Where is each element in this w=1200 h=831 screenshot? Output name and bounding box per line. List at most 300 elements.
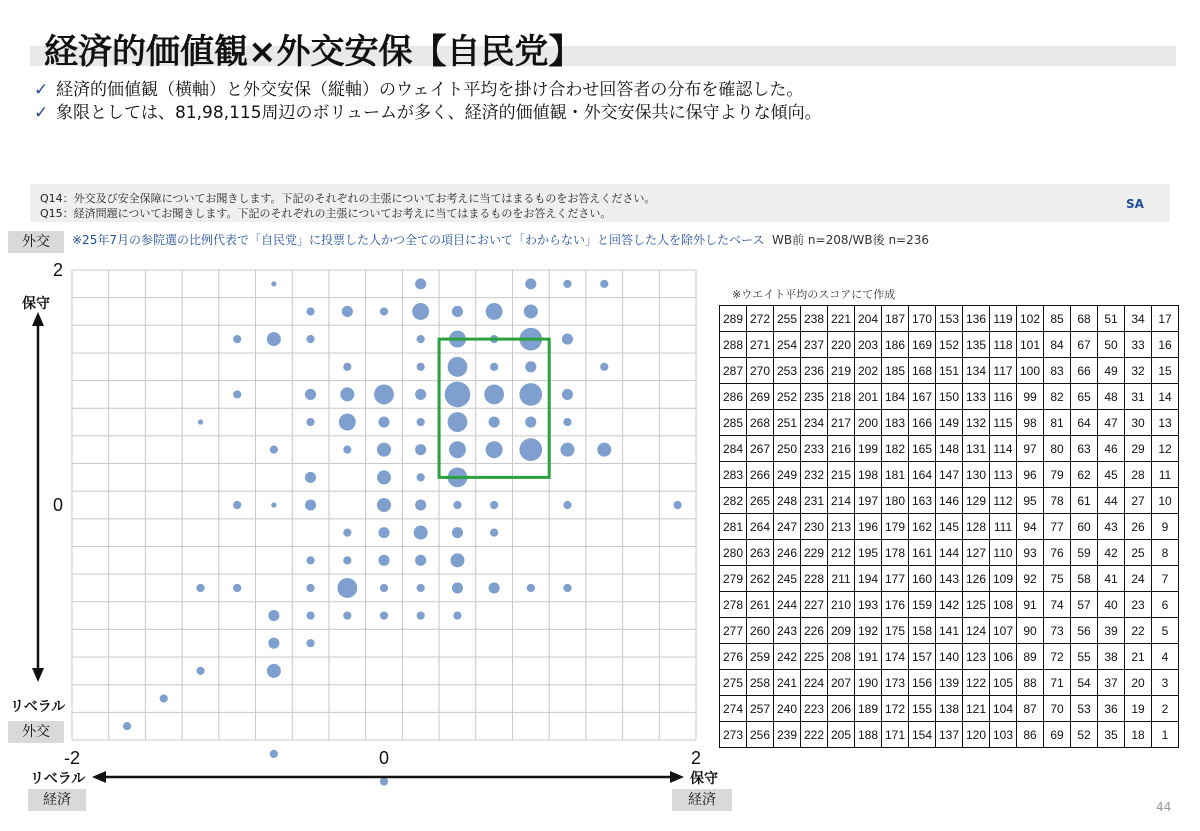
table-cell: 10 xyxy=(1152,488,1179,514)
table-cell: 25 xyxy=(1125,540,1152,566)
table-cell: 247 xyxy=(774,514,801,540)
bubble-point xyxy=(524,304,538,318)
bubble-point xyxy=(563,501,571,509)
table-cell: 23 xyxy=(1125,592,1152,618)
question-q15: Q15：経済問題についてお聞きします。下記のそれぞれの主張についてお考えに当てはまるものをお答えください。 xyxy=(40,207,612,220)
table-cell: 285 xyxy=(720,410,747,436)
table-cell: 258 xyxy=(747,670,774,696)
table-cell: 273 xyxy=(720,722,747,748)
table-cell: 168 xyxy=(909,358,936,384)
table-cell: 16 xyxy=(1152,332,1179,358)
table-cell: 154 xyxy=(909,722,936,748)
table-cell: 240 xyxy=(774,696,801,722)
table-cell: 79 xyxy=(1044,462,1071,488)
bubble-point xyxy=(452,306,463,317)
table-cell: 196 xyxy=(855,514,882,540)
table-cell: 261 xyxy=(747,592,774,618)
bubble-point xyxy=(337,578,357,598)
table-cell: 61 xyxy=(1071,488,1098,514)
bubble-point xyxy=(343,529,351,537)
table-cell: 38 xyxy=(1098,644,1125,670)
check-icon: ✓ xyxy=(34,80,49,100)
bubble-point xyxy=(445,382,471,408)
table-cell: 90 xyxy=(1017,618,1044,644)
table-cell: 98 xyxy=(1017,410,1044,436)
table-cell: 231 xyxy=(801,488,828,514)
table-cell: 190 xyxy=(855,670,882,696)
table-cell: 245 xyxy=(774,566,801,592)
bubble-point xyxy=(306,639,314,647)
bubble-point xyxy=(377,443,391,457)
table-cell: 84 xyxy=(1044,332,1071,358)
table-cell: 210 xyxy=(828,592,855,618)
table-cell: 51 xyxy=(1098,306,1125,332)
table-cell: 152 xyxy=(936,332,963,358)
table-cell: 33 xyxy=(1125,332,1152,358)
table-cell: 53 xyxy=(1071,696,1098,722)
bubble-point xyxy=(378,555,389,566)
table-cell: 27 xyxy=(1125,488,1152,514)
table-cell: 276 xyxy=(720,644,747,670)
bubble-point xyxy=(563,584,571,592)
bubble-point xyxy=(563,280,571,288)
table-cell: 81 xyxy=(1044,410,1071,436)
table-cell: 117 xyxy=(990,358,1017,384)
bubble-point xyxy=(412,303,429,320)
table-cell: 181 xyxy=(882,462,909,488)
table-cell: 60 xyxy=(1071,514,1098,540)
table-cell: 111 xyxy=(990,514,1017,540)
bubble-point xyxy=(380,584,388,592)
table-cell: 108 xyxy=(990,592,1017,618)
bubble-point xyxy=(343,363,351,371)
table-cell: 65 xyxy=(1071,384,1098,410)
table-cell: 34 xyxy=(1125,306,1152,332)
table-cell: 289 xyxy=(720,306,747,332)
table-cell: 104 xyxy=(990,696,1017,722)
table-cell: 142 xyxy=(936,592,963,618)
table-cell: 198 xyxy=(855,462,882,488)
bullet-2-text: 象限としては、81,98,115周辺のボリュームが多く、経済的価値観・外交安保共に保守よりな傾向。 xyxy=(56,103,822,123)
table-cell: 97 xyxy=(1017,436,1044,462)
table-cell: 220 xyxy=(828,332,855,358)
table-cell: 171 xyxy=(882,722,909,748)
table-cell: 192 xyxy=(855,618,882,644)
table-cell: 50 xyxy=(1098,332,1125,358)
table-cell: 89 xyxy=(1017,644,1044,670)
table-cell: 176 xyxy=(882,592,909,618)
table-row xyxy=(720,488,1179,514)
table-cell: 87 xyxy=(1017,696,1044,722)
bubble-point xyxy=(673,501,681,509)
table-cell: 151 xyxy=(936,358,963,384)
table-cell: 257 xyxy=(747,696,774,722)
page-number: 44 xyxy=(1156,800,1172,814)
table-cell: 106 xyxy=(990,644,1017,670)
bubble-point xyxy=(415,555,426,566)
y-axis-conservative-label: 保守 xyxy=(22,296,50,312)
table-cell: 158 xyxy=(909,618,936,644)
bubble-point xyxy=(600,363,608,371)
bubble-point xyxy=(343,556,351,564)
table-cell: 217 xyxy=(828,410,855,436)
x-tick-label: -2 xyxy=(63,748,81,768)
table-cell: 221 xyxy=(828,306,855,332)
bubble-point xyxy=(525,416,536,427)
x-axis-conservative-label: 保守 xyxy=(690,771,718,787)
bullet-1-text: 経済的価値観（横軸）と外交安保（縦軸）のウェイト平均を掛け合わせ回答者の分布を確認した。 xyxy=(56,80,804,100)
table-cell: 194 xyxy=(855,566,882,592)
table-cell: 239 xyxy=(774,722,801,748)
table-cell: 141 xyxy=(936,618,963,644)
table-cell: 123 xyxy=(963,644,990,670)
y-axis-category-box-top: 外交 xyxy=(8,231,64,253)
table-row xyxy=(720,670,1179,696)
table-cell: 266 xyxy=(747,462,774,488)
table-cell: 206 xyxy=(828,696,855,722)
table-row xyxy=(720,540,1179,566)
table-cell: 178 xyxy=(882,540,909,566)
table-cell: 120 xyxy=(963,722,990,748)
table-cell: 134 xyxy=(963,358,990,384)
table-cell: 159 xyxy=(909,592,936,618)
x-axis-arrow-right-icon xyxy=(670,771,684,783)
table-cell: 229 xyxy=(801,540,828,566)
table-cell: 179 xyxy=(882,514,909,540)
bubble-point xyxy=(342,306,353,317)
table-cell: 105 xyxy=(990,670,1017,696)
table-cell: 183 xyxy=(882,410,909,436)
bubble-point xyxy=(306,556,314,564)
table-cell: 156 xyxy=(909,670,936,696)
table-cell: 130 xyxy=(963,462,990,488)
table-cell: 189 xyxy=(855,696,882,722)
table-cell: 269 xyxy=(747,384,774,410)
table-cell: 9 xyxy=(1152,514,1179,540)
bubble-point xyxy=(233,584,241,592)
table-cell: 215 xyxy=(828,462,855,488)
table-cell: 284 xyxy=(720,436,747,462)
table-cell: 133 xyxy=(963,384,990,410)
table-cell: 226 xyxy=(801,618,828,644)
table-cell: 99 xyxy=(1017,384,1044,410)
bubble-point xyxy=(527,584,535,592)
table-cell: 46 xyxy=(1098,436,1125,462)
table-cell: 66 xyxy=(1071,358,1098,384)
bubble-point xyxy=(378,527,389,538)
table-cell: 274 xyxy=(720,696,747,722)
bubble-point xyxy=(380,777,388,785)
table-cell: 13 xyxy=(1152,410,1179,436)
table-cell: 265 xyxy=(747,488,774,514)
table-cell: 109 xyxy=(990,566,1017,592)
bubble-point xyxy=(490,501,498,509)
table-row xyxy=(720,644,1179,670)
bubble-point xyxy=(489,416,500,427)
bubble-point xyxy=(560,443,574,457)
bubble-point xyxy=(233,501,241,509)
table-cell: 184 xyxy=(882,384,909,410)
bubble-point xyxy=(525,278,536,289)
bubble-point xyxy=(484,385,504,405)
bubble-point xyxy=(374,385,394,405)
table-cell: 200 xyxy=(855,410,882,436)
table-cell: 95 xyxy=(1017,488,1044,514)
bubble-point xyxy=(233,335,241,343)
table-cell: 24 xyxy=(1125,566,1152,592)
y-tick-label: 0 xyxy=(52,495,64,515)
table-row xyxy=(720,514,1179,540)
bubble-point xyxy=(486,303,503,320)
table-cell: 277 xyxy=(720,618,747,644)
score-table xyxy=(719,305,1179,748)
table-cell: 129 xyxy=(963,488,990,514)
table-cell: 1 xyxy=(1152,722,1179,748)
table-cell: 228 xyxy=(801,566,828,592)
sample-size: WB前 n=208/WB後 n=236 xyxy=(772,233,930,247)
table-cell: 52 xyxy=(1071,722,1098,748)
table-cell: 18 xyxy=(1125,722,1152,748)
table-cell: 164 xyxy=(909,462,936,488)
table-cell: 278 xyxy=(720,592,747,618)
table-cell: 223 xyxy=(801,696,828,722)
table-row xyxy=(720,566,1179,592)
bubble-point xyxy=(562,334,573,345)
bubble-point xyxy=(600,280,608,288)
table-cell: 8 xyxy=(1152,540,1179,566)
table-cell: 54 xyxy=(1071,670,1098,696)
table-cell: 195 xyxy=(855,540,882,566)
table-cell: 124 xyxy=(963,618,990,644)
bullet-2 xyxy=(34,98,822,123)
bubble-point xyxy=(270,750,278,758)
bubble-point xyxy=(268,638,279,649)
bubble-point xyxy=(268,610,279,621)
table-cell: 5 xyxy=(1152,618,1179,644)
table-cell: 237 xyxy=(801,332,828,358)
table-cell: 150 xyxy=(936,384,963,410)
bubble-point xyxy=(414,526,428,540)
table-cell: 85 xyxy=(1044,306,1071,332)
bubble-point xyxy=(378,416,389,427)
y-tick-label: 2 xyxy=(52,260,64,280)
table-cell: 121 xyxy=(963,696,990,722)
table-cell: 157 xyxy=(909,644,936,670)
bubble-point xyxy=(519,383,542,406)
table-cell: 29 xyxy=(1125,436,1152,462)
bubble-point xyxy=(305,499,316,510)
table-cell: 249 xyxy=(774,462,801,488)
table-cell: 230 xyxy=(801,514,828,540)
table-cell: 197 xyxy=(855,488,882,514)
table-cell: 91 xyxy=(1017,592,1044,618)
bubble-point xyxy=(486,441,503,458)
table-cell: 26 xyxy=(1125,514,1152,540)
bubble-point xyxy=(305,472,316,483)
table-cell: 161 xyxy=(909,540,936,566)
table-cell: 233 xyxy=(801,436,828,462)
table-cell: 43 xyxy=(1098,514,1125,540)
bubble-point xyxy=(415,444,426,455)
table-cell: 259 xyxy=(747,644,774,670)
table-cell: 69 xyxy=(1044,722,1071,748)
table-cell: 47 xyxy=(1098,410,1125,436)
bubble-point xyxy=(449,441,466,458)
bubble-point xyxy=(343,446,351,454)
table-cell: 118 xyxy=(990,332,1017,358)
table-cell: 280 xyxy=(720,540,747,566)
table-cell: 153 xyxy=(936,306,963,332)
table-cell: 125 xyxy=(963,592,990,618)
bubble-point xyxy=(377,470,391,484)
table-cell: 70 xyxy=(1044,696,1071,722)
table-cell: 15 xyxy=(1152,358,1179,384)
bubble-point xyxy=(198,419,203,424)
table-row xyxy=(720,696,1179,722)
table-cell: 216 xyxy=(828,436,855,462)
table-cell: 37 xyxy=(1098,670,1125,696)
table-cell: 222 xyxy=(801,722,828,748)
table-cell: 241 xyxy=(774,670,801,696)
table-cell: 202 xyxy=(855,358,882,384)
table-cell: 227 xyxy=(801,592,828,618)
table-cell: 115 xyxy=(990,410,1017,436)
table-cell: 64 xyxy=(1071,410,1098,436)
table-cell: 31 xyxy=(1125,384,1152,410)
table-cell: 147 xyxy=(936,462,963,488)
bubble-point xyxy=(450,553,464,567)
table-cell: 188 xyxy=(855,722,882,748)
table-cell: 103 xyxy=(990,722,1017,748)
bubble-point xyxy=(562,389,573,400)
table-cell: 282 xyxy=(720,488,747,514)
table-cell: 35 xyxy=(1098,722,1125,748)
bubble-point xyxy=(339,414,356,431)
table-cell: 246 xyxy=(774,540,801,566)
bubble-point xyxy=(305,389,316,400)
bubble-point xyxy=(417,584,425,592)
table-cell: 14 xyxy=(1152,384,1179,410)
sa-badge: SA xyxy=(1126,197,1144,211)
table-cell: 7 xyxy=(1152,566,1179,592)
table-cell: 20 xyxy=(1125,670,1152,696)
table-cell: 143 xyxy=(936,566,963,592)
table-cell: 6 xyxy=(1152,592,1179,618)
table-cell: 32 xyxy=(1125,358,1152,384)
table-cell: 114 xyxy=(990,436,1017,462)
table-cell: 283 xyxy=(720,462,747,488)
bubble-point xyxy=(380,611,388,619)
table-cell: 167 xyxy=(909,384,936,410)
axis-ticks xyxy=(53,260,701,768)
table-cell: 254 xyxy=(774,332,801,358)
table-cell: 177 xyxy=(882,566,909,592)
table-cell: 236 xyxy=(801,358,828,384)
table-cell: 19 xyxy=(1125,696,1152,722)
bubble-point xyxy=(519,438,542,461)
bubble-point xyxy=(415,278,426,289)
bubble-point xyxy=(306,307,314,315)
table-cell: 102 xyxy=(1017,306,1044,332)
table-cell: 57 xyxy=(1071,592,1098,618)
x-axis-category-box-right: 経済 xyxy=(672,789,732,811)
table-cell: 169 xyxy=(909,332,936,358)
table-cell: 92 xyxy=(1017,566,1044,592)
bubble-point xyxy=(415,389,426,400)
table-note: ※ウエイト平均のスコアにて作成 xyxy=(732,288,896,301)
bubble-point xyxy=(267,332,281,346)
table-row xyxy=(720,410,1179,436)
table-cell: 207 xyxy=(828,670,855,696)
table-cell: 126 xyxy=(963,566,990,592)
table-cell: 28 xyxy=(1125,462,1152,488)
bubble-point xyxy=(452,527,463,538)
table-cell: 107 xyxy=(990,618,1017,644)
table-cell: 110 xyxy=(990,540,1017,566)
bubble-point xyxy=(340,387,354,401)
table-cell: 251 xyxy=(774,410,801,436)
bubble-point xyxy=(123,722,131,730)
bubble-point xyxy=(306,335,314,343)
table-cell: 12 xyxy=(1152,436,1179,462)
bullet-1 xyxy=(34,75,803,100)
table-cell: 244 xyxy=(774,592,801,618)
bubble-point xyxy=(417,363,425,371)
table-cell: 30 xyxy=(1125,410,1152,436)
table-cell: 101 xyxy=(1017,332,1044,358)
table-cell: 136 xyxy=(963,306,990,332)
table-cell: 122 xyxy=(963,670,990,696)
table-cell: 148 xyxy=(936,436,963,462)
table-cell: 281 xyxy=(720,514,747,540)
bubble-point xyxy=(196,584,204,592)
table-cell: 78 xyxy=(1044,488,1071,514)
table-cell: 271 xyxy=(747,332,774,358)
bubble-point xyxy=(377,498,391,512)
table-cell: 208 xyxy=(828,644,855,670)
x-axis-arrow-left-icon xyxy=(92,771,106,783)
bubble-point xyxy=(448,357,468,377)
table-row xyxy=(720,592,1179,618)
bubble-point xyxy=(160,694,168,702)
table-cell: 172 xyxy=(882,696,909,722)
question-q14: Q14：外交及び安全保障についてお聞きします。下記のそれぞれの主張についてお考えに当てはまるものをお答えください。 xyxy=(40,192,656,205)
bubble-point xyxy=(267,664,281,678)
table-cell: 163 xyxy=(909,488,936,514)
table-cell: 175 xyxy=(882,618,909,644)
table-cell: 63 xyxy=(1071,436,1098,462)
table-cell: 48 xyxy=(1098,384,1125,410)
table-cell: 262 xyxy=(747,566,774,592)
table-cell: 212 xyxy=(828,540,855,566)
table-row xyxy=(720,462,1179,488)
x-tick-label: 0 xyxy=(378,748,390,768)
table-cell: 116 xyxy=(990,384,1017,410)
table-cell: 180 xyxy=(882,488,909,514)
table-cell: 201 xyxy=(855,384,882,410)
table-cell: 165 xyxy=(909,436,936,462)
table-cell: 248 xyxy=(774,488,801,514)
bubble-point xyxy=(415,499,426,510)
table-cell: 243 xyxy=(774,618,801,644)
bubble-chart xyxy=(0,250,710,790)
table-cell: 145 xyxy=(936,514,963,540)
table-cell: 49 xyxy=(1098,358,1125,384)
table-cell: 138 xyxy=(936,696,963,722)
table-cell: 56 xyxy=(1071,618,1098,644)
table-cell: 286 xyxy=(720,384,747,410)
table-cell: 166 xyxy=(909,410,936,436)
